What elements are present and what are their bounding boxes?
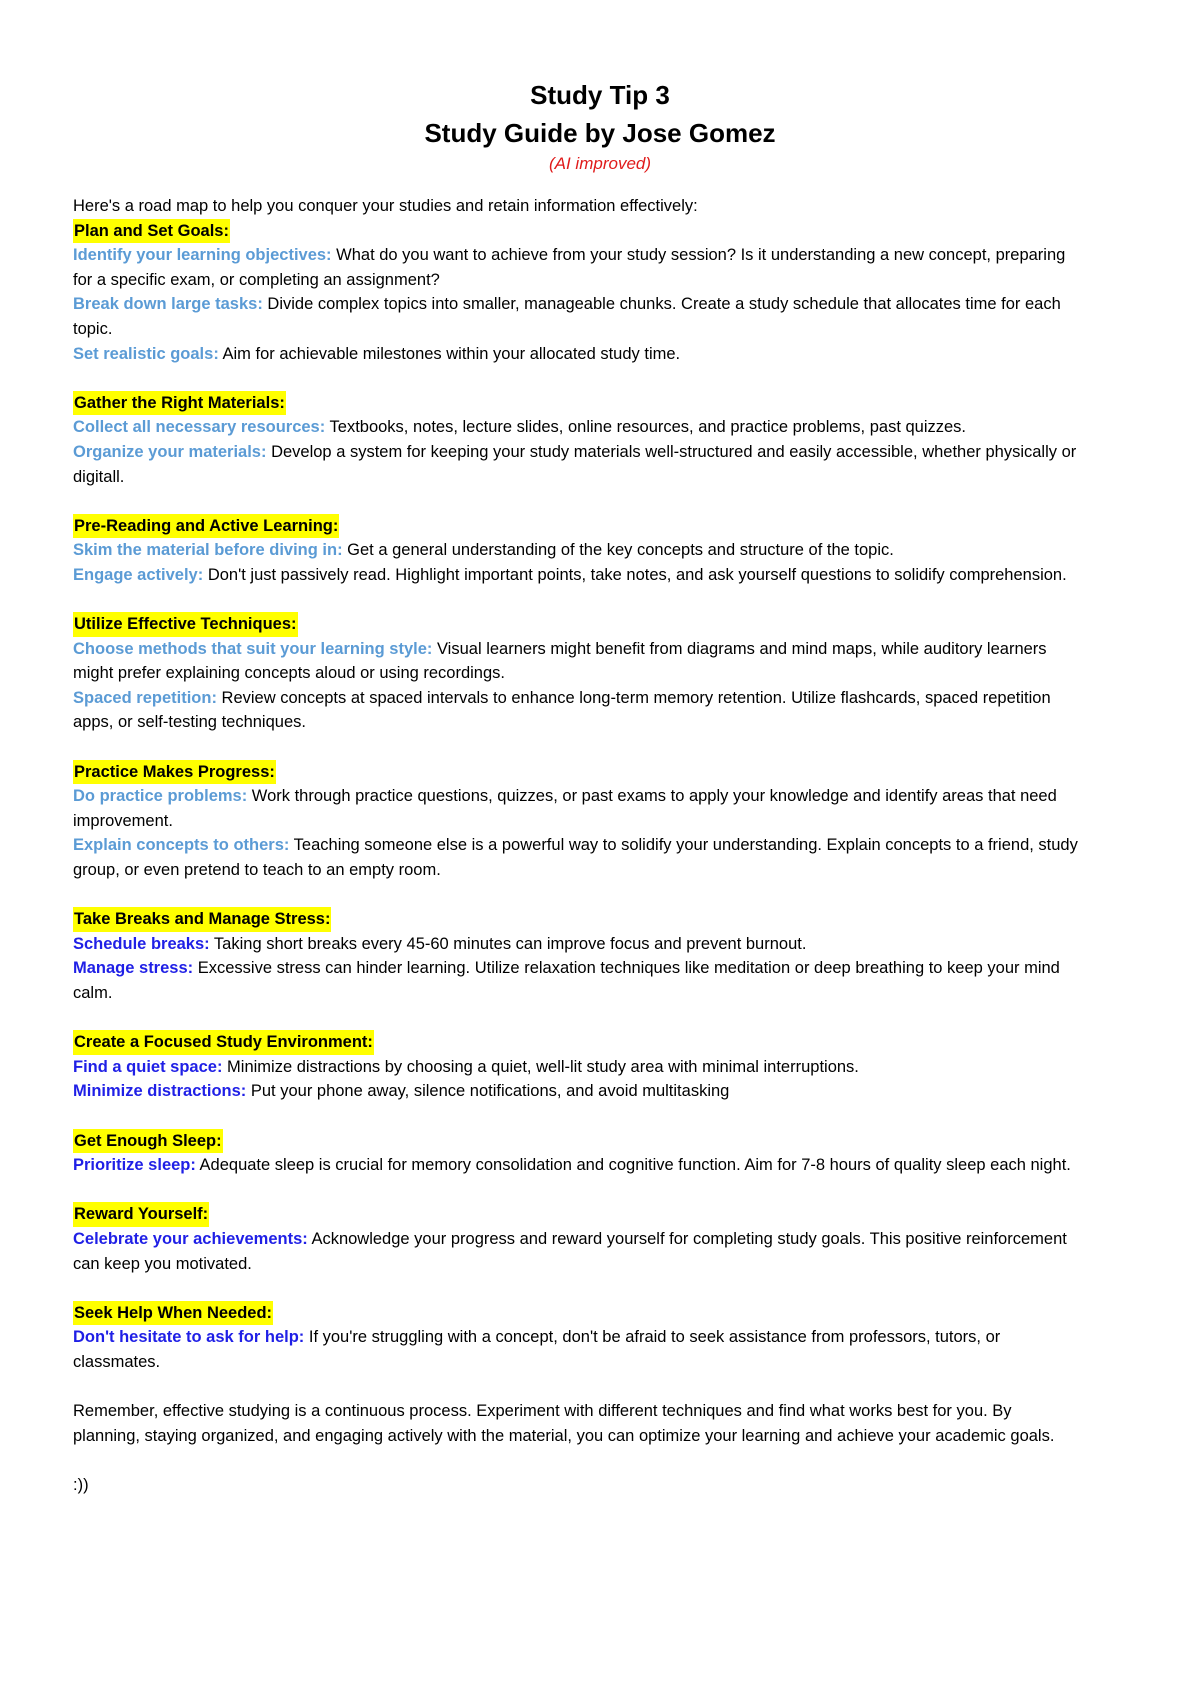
list-item [73, 1153, 1080, 1178]
list-item [73, 563, 1080, 588]
list-item [73, 637, 1080, 686]
item-term: Break down large tasks: [73, 295, 263, 314]
item-text: Textbooks, notes, lecture slides, online resources, and practice problems, past quizzes. [325, 418, 967, 437]
section-techniques [73, 612, 1080, 735]
item-term: Don't hesitate to ask for help: [73, 1328, 305, 1347]
section-heading: Gather the Right Materials: [73, 391, 286, 416]
title-block [120, 76, 1080, 176]
item-term: Choose methods that suit your learning style: [73, 639, 433, 658]
item-text: Taking short breaks every 45-60 minutes can improve focus and prevent burnout. [209, 934, 807, 953]
section-pre-reading [73, 514, 1080, 588]
list-item [73, 932, 1080, 957]
section-heading: Take Breaks and Manage Stress: [73, 907, 331, 932]
document-title: Study Tip 3 [530, 80, 670, 110]
item-text: Acknowledge your progress and reward yourself for completing study goals. This positive reinforcement can keep you motivated. [73, 1229, 1067, 1273]
item-text: Get a general understanding of the key concepts and structure of the topic. [342, 541, 894, 560]
item-text: Work through practice questions, quizzes, or past exams to apply your knowledge and identify areas that need improvement. [73, 787, 1057, 830]
list-item [73, 1079, 1080, 1104]
item-text: If you're struggling with a concept, don't be afraid to seek assistance from professors, tutors, or classmates. [73, 1328, 1001, 1371]
item-term: Minimize distractions: [73, 1082, 247, 1101]
item-term: Collect all necessary resources: [73, 418, 326, 437]
list-item [73, 1227, 1080, 1276]
document-subtitle: Study Guide by Jose Gomez [424, 118, 776, 148]
item-term: Explain concepts to others: [73, 836, 290, 855]
list-item [73, 440, 1080, 489]
smiley-text: :)) [73, 1475, 89, 1494]
item-term: Prioritize sleep: [73, 1156, 196, 1175]
section-heading: Seek Help When Needed: [73, 1301, 273, 1326]
item-term: Schedule breaks: [73, 934, 210, 953]
section-plan-goals [73, 219, 1080, 367]
list-item [73, 415, 1080, 440]
item-text: Visual learners might benefit from diagrams and mind maps, while auditory learners might prefer explaining concepts aloud or using recordings. [73, 639, 1047, 683]
section-reward [73, 1202, 1080, 1276]
section-heading: Create a Focused Study Environment: [73, 1030, 374, 1055]
item-term: Set realistic goals: [73, 344, 219, 363]
list-item [73, 784, 1080, 833]
list-item [73, 1055, 1080, 1080]
item-term: Do practice problems: [73, 787, 248, 806]
section-breaks-stress [73, 907, 1080, 1005]
item-text: Aim for achievable milestones within your allocated study time. [218, 344, 681, 363]
section-heading: Pre-Reading and Active Learning: [73, 514, 339, 539]
list-item [73, 292, 1080, 341]
list-item [73, 243, 1080, 292]
list-item [73, 686, 1080, 735]
section-materials [73, 391, 1080, 489]
section-heading: Utilize Effective Techniques: [73, 612, 298, 637]
list-item [73, 1325, 1080, 1374]
item-text: Divide complex topics into smaller, manageable chunks. Create a study schedule that allocates time for each topic. [73, 295, 1061, 338]
section-heading: Get Enough Sleep: [73, 1129, 223, 1154]
section-heading: Practice Makes Progress: [73, 760, 276, 785]
item-text: Don't just passively read. Highlight important points, take notes, and ask yourself questions to solidify comprehension. [203, 565, 1067, 584]
section-sleep [73, 1129, 1080, 1178]
item-term: Identify your learning objectives: [73, 246, 332, 265]
item-term: Manage stress: [73, 959, 194, 978]
list-item [73, 538, 1080, 563]
item-text: Put your phone away, silence notifications, and avoid multitasking [246, 1082, 730, 1101]
list-item [73, 833, 1080, 882]
section-heading: Plan and Set Goals: [73, 219, 230, 244]
section-heading: Reward Yourself: [73, 1202, 209, 1227]
section-seek-help [73, 1301, 1080, 1375]
item-text: Minimize distractions by choosing a quiet, well-lit study area with minimal interruptions. [222, 1057, 859, 1076]
item-term: Spaced repetition: [73, 688, 217, 707]
list-item [73, 956, 1080, 1005]
item-term: Celebrate your achievements: [73, 1229, 308, 1248]
item-text: Review concepts at spaced intervals to enhance long-term memory retention. Utilize flashcards, spaced repetition apps, or self-testing techniques. [73, 688, 1051, 732]
document-body [73, 194, 1080, 1497]
item-term: Engage actively: [73, 565, 204, 584]
item-text: Adequate sleep is crucial for memory consolidation and cognitive function. Aim for 7-8 hours of quality sleep each night. [195, 1156, 1071, 1175]
section-practice [73, 760, 1080, 883]
item-text: Teaching someone else is a powerful way to solidify your understanding. Explain concepts to a friend, study group, or even pretend to teach to an empty room. [73, 836, 1078, 880]
item-text: Develop a system for keeping your study materials well-structured and easily accessible, whether physically or digitall. [73, 442, 1077, 486]
item-text: Excessive stress can hinder learning. Utilize relaxation techniques like meditation or deep breathing to keep your mind calm. [73, 959, 1060, 1002]
closing-paragraph: Remember, effective studying is a continuous process. Experiment with different techniques and find what works best for you. By planning, staying organized, and engaging actively with the material, you can optimize your learning and achieve your academic goals. [73, 1402, 1055, 1445]
section-environment [73, 1030, 1080, 1104]
intro-paragraph: Here's a road map to help you conquer your studies and retain information effectively: [73, 197, 698, 215]
item-term: Skim the material before diving in: [73, 541, 343, 560]
item-text: What do you want to achieve from your study session? Is it understanding a new concept, preparing for a specific exam, or completing an assignment? [73, 246, 1066, 289]
item-term: Organize your materials: [73, 442, 267, 461]
ai-improved-note: (AI improved) [548, 154, 652, 173]
list-item [73, 342, 1080, 367]
item-term: Find a quiet space: [73, 1057, 223, 1076]
